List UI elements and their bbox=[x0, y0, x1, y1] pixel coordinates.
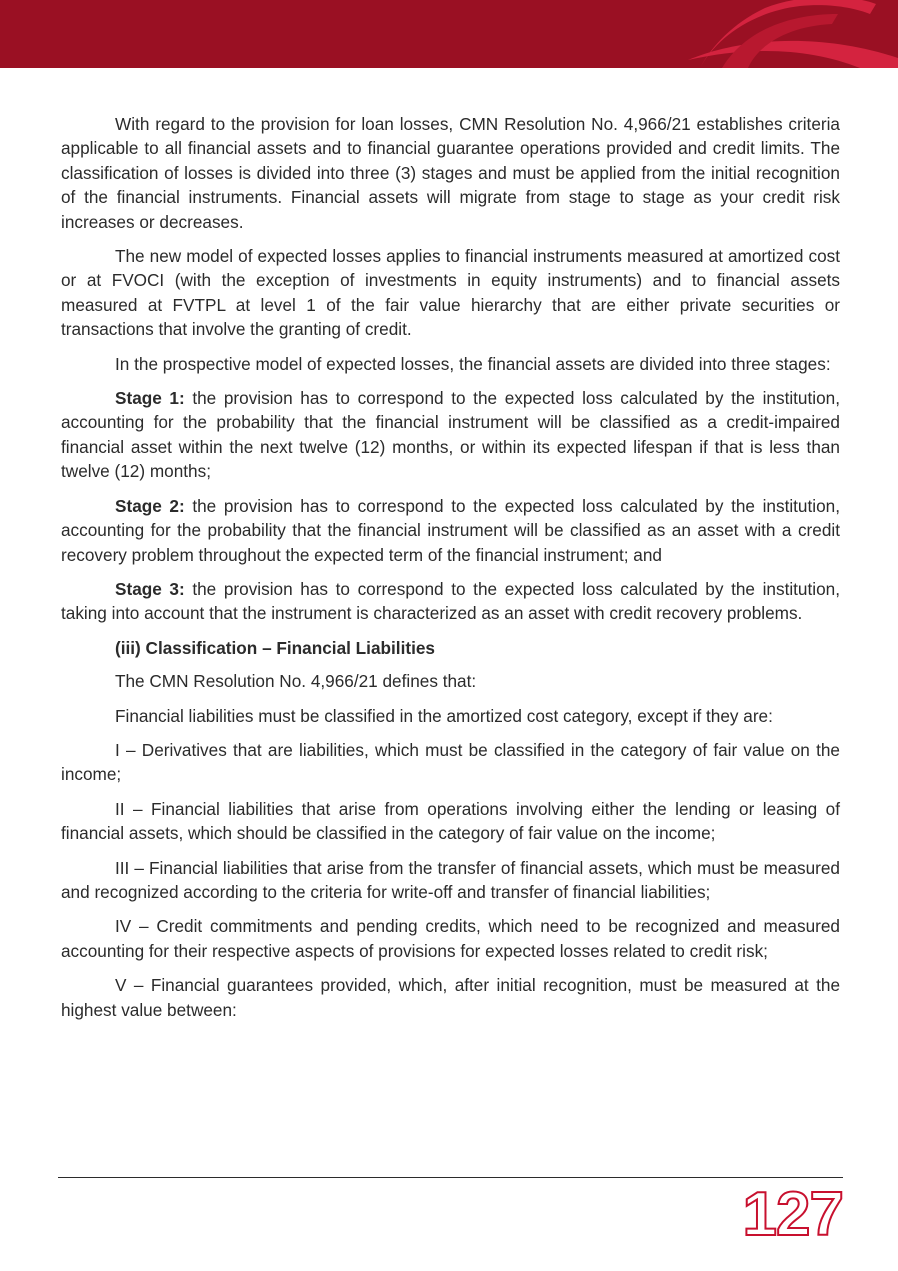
footer-divider bbox=[58, 1177, 843, 1178]
list-item-lending-leasing: II – Financial liabilities that arise from operations involving either the lending or leasing of financial assets, which should be classified in the category of fair value on the income; bbox=[61, 798, 840, 844]
paragraph-loan-loss-provision: With regard to the provision for loan losses, CMN Resolution No. 4,966/21 establishes criteria applicable to all financial assets and to financial guarantee operations provided and credit limits. The classification of losses is divided into three (3) stages and must be applied from the initial recognition of the financial instruments. Financial assets will migrate from stage to stage as your credit risk increases or decreases. bbox=[61, 114, 840, 232]
paragraph-stage-2 bbox=[61, 494, 840, 567]
stage-3-label: Stage 3: bbox=[115, 578, 185, 599]
paragraph-liabilities-classification: Financial liabilities must be classified in the amortized cost category, except if they are: bbox=[115, 705, 773, 726]
paragraph-stage-1 bbox=[61, 386, 840, 484]
list-item-transfer: III – Financial liabilities that arise from the transfer of financial assets, which must be measured and recognized according to the criteria for write-off and transfer of financial liabilities; bbox=[61, 857, 840, 902]
paragraph-stage-3 bbox=[61, 577, 840, 626]
page-number: 127 bbox=[742, 1180, 843, 1249]
stage-3-text: the provision has to correspond to the expected loss calculated by the institution, taking into account that the instrument is characterized as an asset with credit recovery problems. bbox=[61, 578, 840, 624]
stage-2-text: the provision has to correspond to the expected loss calculated by the institution, accounting for the probability that the financial instrument will be classified as an asset with a credit recovery problem throughout the expected term of the financial instrument; and bbox=[61, 495, 840, 565]
stage-1-label: Stage 1: bbox=[115, 388, 185, 409]
list-item-derivatives: I – Derivatives that are liabilities, which must be classified in the category of fair value on the income; bbox=[61, 739, 840, 785]
document-body bbox=[61, 112, 840, 1032]
paragraph-expected-loss-model: The new model of expected losses applies to financial instruments measured at amortized cost or at FVOCI (with the exception of investments in equity instruments) and to financial assets measured at FVTPL at level 1 of the fair value hierarchy that are either private securities or transactions that involve the granting of credit. bbox=[61, 246, 840, 340]
list-item-financial-guarantees: V – Financial guarantees provided, which, after initial recognition, must be measured at the highest value between: bbox=[61, 975, 840, 1020]
stage-2-label: Stage 2: bbox=[115, 495, 185, 516]
paragraph-resolution-defines: The CMN Resolution No. 4,966/21 defines that: bbox=[115, 671, 477, 692]
list-item-credit-commitments: IV – Credit commitments and pending credits, which need to be recognized and measured accounting for their respective aspects of provisions for expected losses related to credit risk; bbox=[61, 916, 840, 961]
paragraph-prospective-model: In the prospective model of expected losses, the financial assets are divided into three stages: bbox=[115, 353, 831, 374]
red-swoosh-logo-fragment bbox=[0, 0, 898, 68]
section-heading: (iii) Classification – Financial Liabilities bbox=[115, 637, 435, 658]
header-band bbox=[0, 0, 898, 68]
stage-1-text: the provision has to correspond to the expected loss calculated by the institution, accounting for the probability that the financial instrument will be classified as a credit-impaired financial asset within the next twelve (12) months, or within its expected lifespan if that is less than twelve (12) months; bbox=[61, 388, 840, 482]
